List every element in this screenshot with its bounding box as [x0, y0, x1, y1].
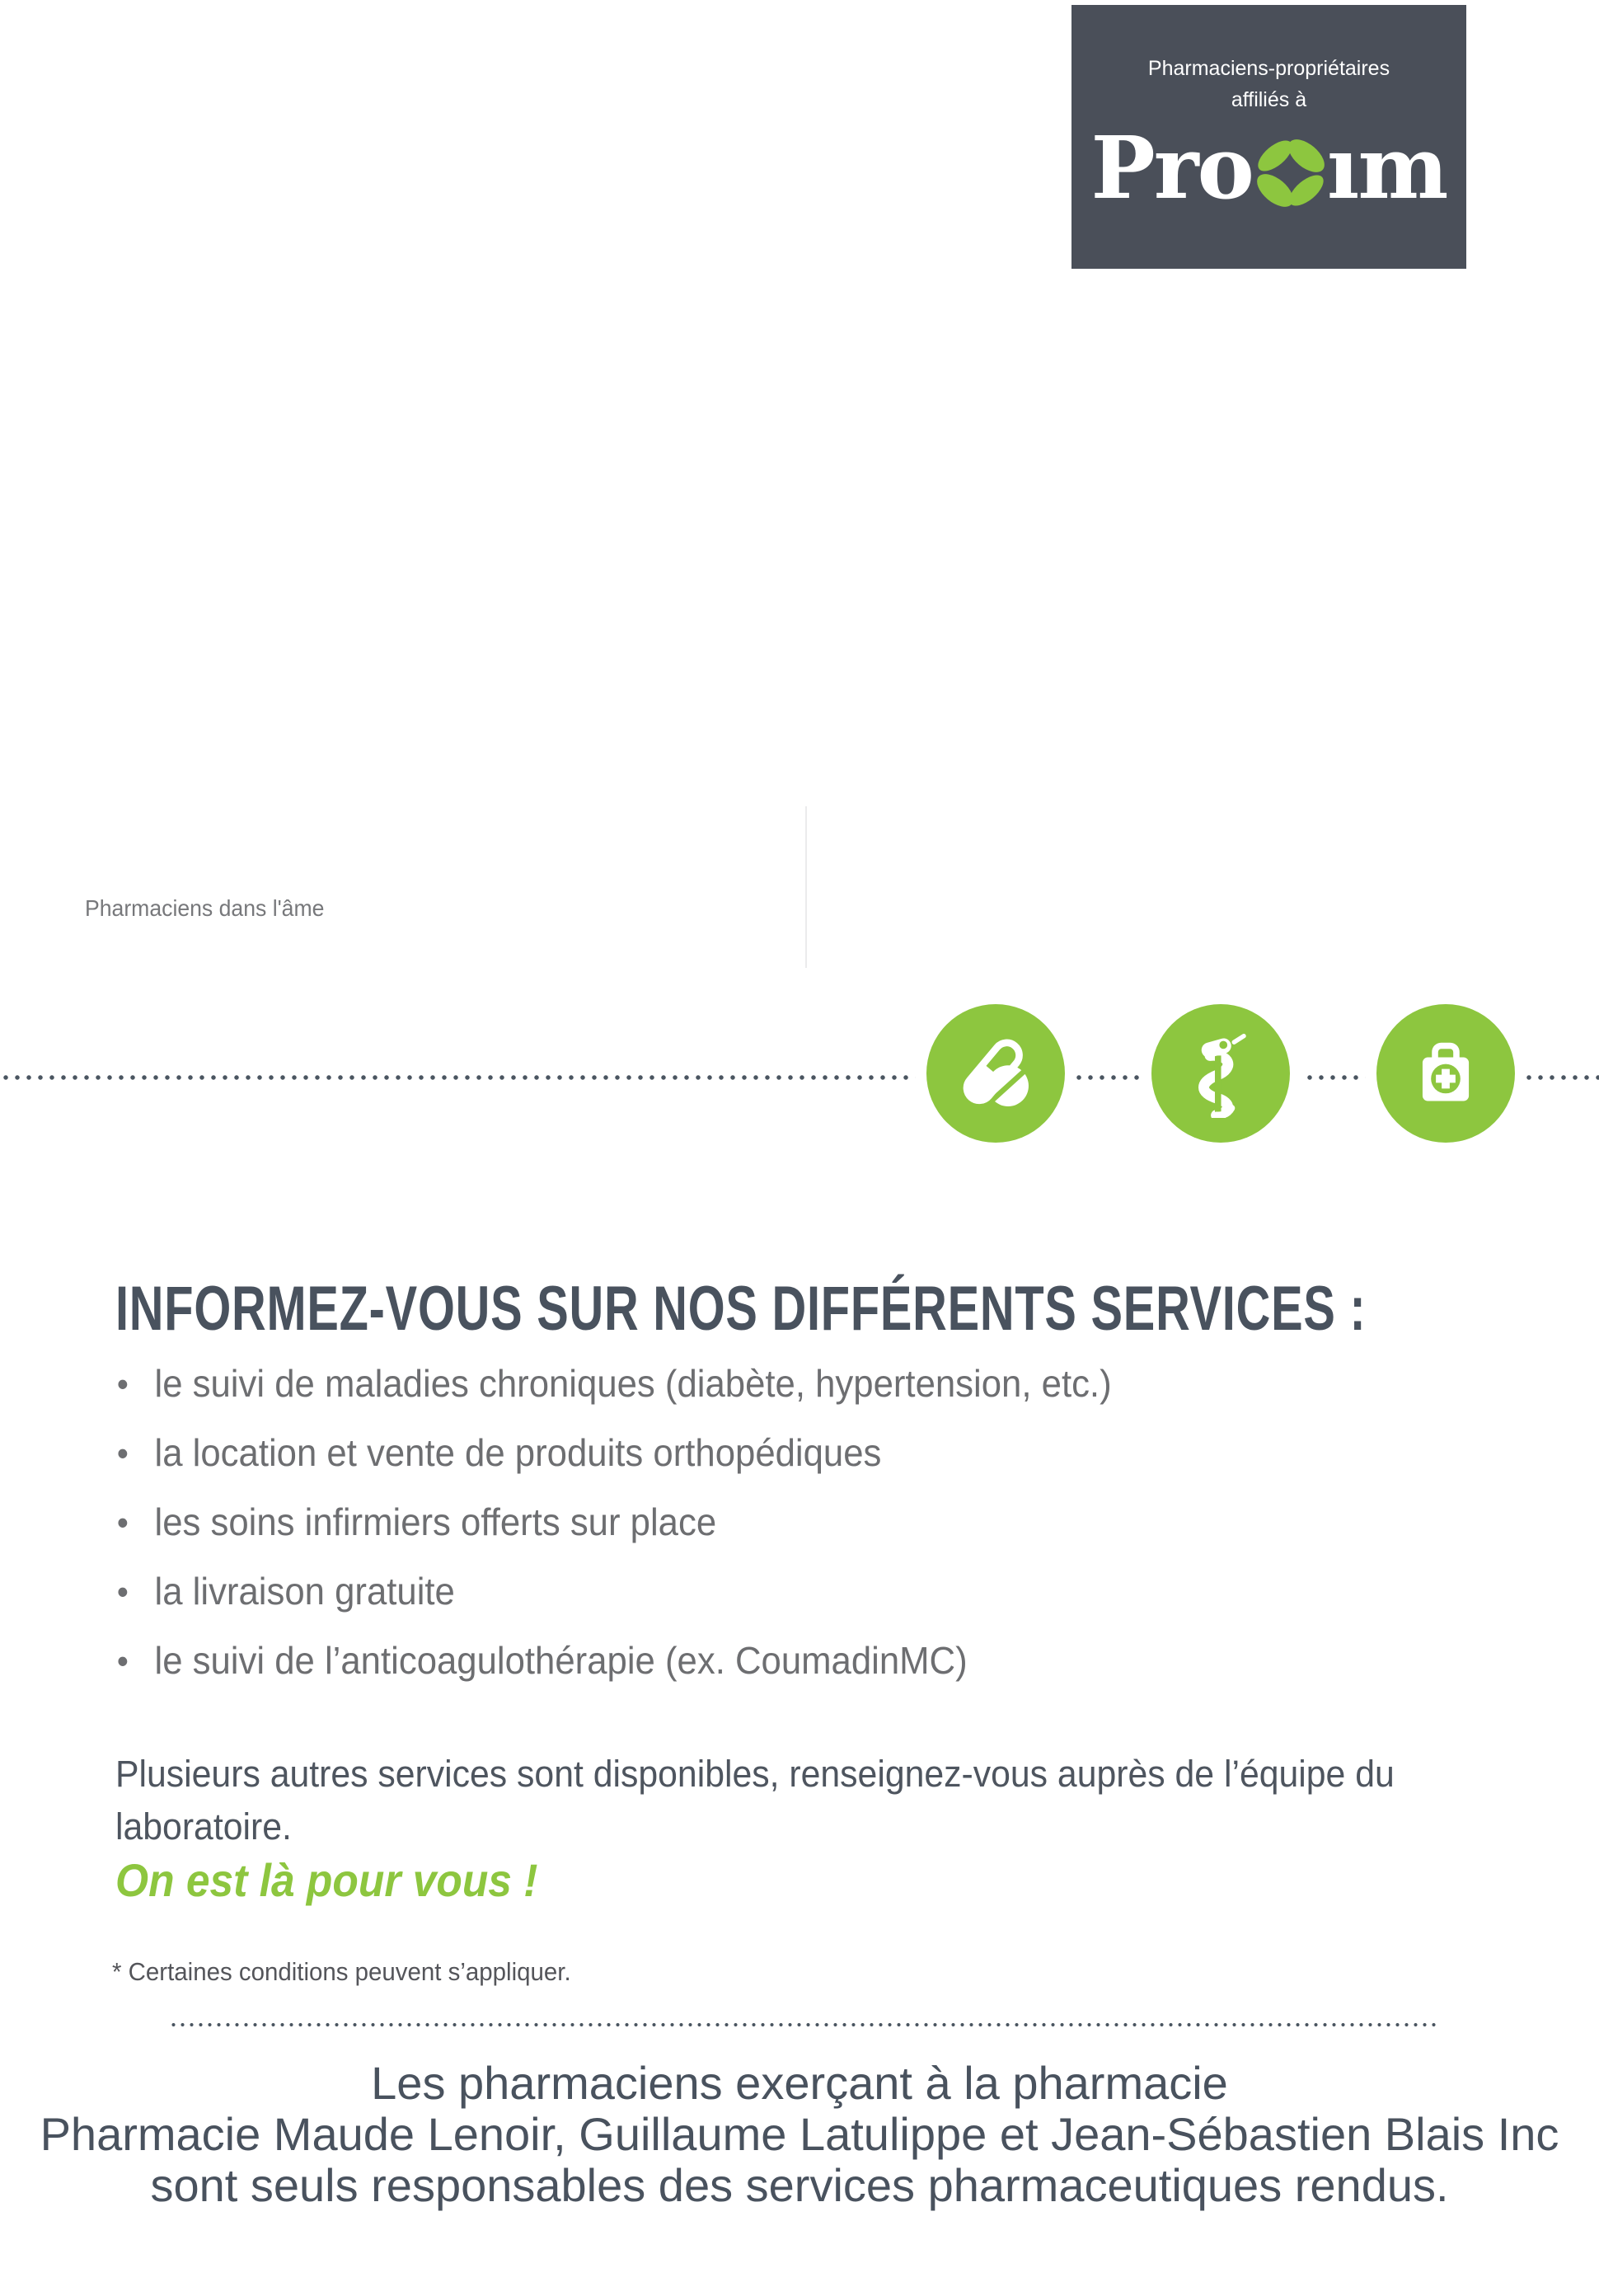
services-heading: INFORMEZ-VOUS SUR NOS DIFFÉRENTS SERVICES : [115, 1274, 1367, 1344]
service-item: • le suivi de l’anticoagulothérapie (ex. CoumadinMC) [115, 1641, 1112, 1679]
proxim-logo [1071, 117, 1466, 218]
footer-legal [0, 2058, 1599, 2211]
proxim-logo-pre: Pro [1090, 117, 1253, 218]
affiliation-line2: affiliés à [1231, 88, 1307, 111]
footer-line2 [0, 2109, 1599, 2160]
service-circle-asclepius [1151, 1004, 1290, 1143]
affiliation-line1: Pharmaciens-propriétaires [1147, 57, 1390, 80]
conditions-disclaimer: * Certaines conditions peuvent s’appliquer. [112, 1957, 571, 1986]
service-item: • la livraison gratuite [115, 1572, 1112, 1610]
rod-of-asclepius-icon [1176, 1029, 1265, 1118]
dotted-rule-bottom [169, 2021, 1436, 2028]
capsule-pill-icon [951, 1029, 1040, 1118]
proxim-logo-post: ım [1326, 117, 1447, 218]
service-circle-first-aid [1376, 1004, 1515, 1143]
slogan-text: On est là pour vous ! [115, 1854, 538, 1906]
services-list [115, 1364, 1164, 1711]
footer-line1-text: Les pharmaciens exerçant à la pharmacie [371, 2057, 1228, 2109]
dotted-rule-top [0, 1073, 1599, 1082]
brand-tagline: Pharmaciens dans l'âme [85, 895, 325, 921]
service-item: • la location et vente de produits orthopédiques [115, 1434, 1112, 1472]
footer-line1 [0, 2058, 1599, 2109]
service-item: • le suivi de maladies chroniques (diabète, hypertension, etc.) [115, 1364, 1112, 1402]
proxim-brand-box [1071, 5, 1466, 269]
footer-line3 [0, 2160, 1599, 2211]
service-circle-pill [926, 1004, 1065, 1143]
proxim-x-leaf-icon [1250, 132, 1332, 214]
first-aid-kit-icon [1401, 1029, 1490, 1118]
vertical-divider [805, 806, 807, 968]
service-item: • les soins infirmiers offerts sur place [115, 1503, 1112, 1541]
services-note: Plusieurs autres services sont disponibles, renseignez-vous auprès de l’équipe du laboratoire. [115, 1753, 1395, 1848]
affiliation-text [1071, 5, 1466, 115]
footer-line2-text: Pharmacie Maude Lenoir, Guillaume Latulippe et Jean-Sébastien Blais Inc [40, 2108, 1559, 2160]
footer-line3-text: sont seuls responsables des services pharmaceutiques rendus. [150, 2159, 1449, 2211]
